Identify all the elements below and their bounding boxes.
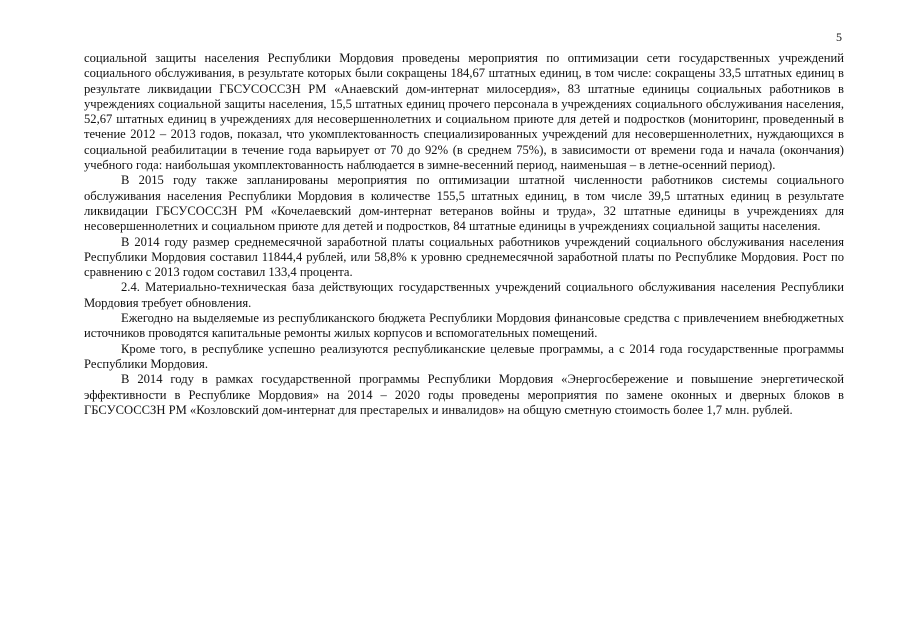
document-body (84, 51, 844, 418)
paragraph-staff-optimization-2015: В 2015 году также запланированы мероприятия по оптимизации штатной численности работников системы социального обслуживания населения Республики Мордовия в количестве 155,5 штатных единиц, в том числе 39,5 штатных единиц в результате ликвидации ГБСУСОССЗН РМ «Кочелаевский дом-интернат ветеранов войны и труда», 32 штатные единицы в учреждениях для несовершеннолетних и социальном приюте для детей и подростков, 84 штатные единицы в учреждениях социальной защиты населения. (84, 173, 844, 234)
paragraph-target-programs: Кроме того, в республике успешно реализуются республиканские целевые программы, а с 2014 года государственные программы Республики Мордовия. (84, 341, 844, 371)
paragraph-average-salary-2014: В 2014 году размер среднемесячной заработной платы социальных работников учреждений социального обслуживания населения Республики Мордовия составил 11844,4 рублей, или 58,8% к уровню среднемесячной заработной платы по Республике Мордовия. Рост по сравнению с 2013 годом составил 133,4 процента. (84, 234, 844, 280)
paragraph-energy-saving-program: В 2014 году в рамках государственной программы Республики Мордовия «Энергосбережение и повышение энергетической эффективности в Республике Мордовия» на 2014 – 2020 годы проведены мероприятия по замене оконных и дверных блоков в ГБСУСОССЗН РМ «Козловский дом-интернат для престарелых и инвалидов» на общую сметную стоимость более 1,7 млн. рублей. (84, 372, 844, 417)
paragraph-annual-repairs: Ежегодно на выделяемые из республиканского бюджета Республики Мордовия финансовые средства с привлечением внебюджетных источников проводятся капитальные ремонты жилых корпусов и вспомогательных помещений. (84, 311, 844, 341)
page-number: 5 (836, 30, 842, 44)
paragraph-continuation: социальной защиты населения Республики Мордовия проведены мероприятия по оптимизации сети государственных учреждений социального обслуживания, в результате которых были сокращены 184,67 штатных единиц, в том числе: сокращены 33,5 штатных единиц в результате ликвидации ГБСУСОССЗН РМ «Анаевский дом-интернат милосердия», 83 штатные единицы социальных работников в учреждениях социальной защиты населения, 15,5 штатных единиц прочего персонала в учреждениях социального обслуживания населения, 52,67 штатных единиц в учреждениях для несовершеннолетних и социальном приюте для детей и подростков (мониторинг, проведенный в течение 2012 – 2013 годов, показал, что укомплектованность специализированных учреждений для несовершеннолетних, нуждающихся в социальной реабилитации в течение года варьирует от 70 до 92% (в среднем 75%), в зависимости от времени года и начала (окончания) учебного года: наибольшая укомплектованность наблюдается в зимне-весенний период, наименьшая – в летне-осенний период). (84, 51, 844, 173)
paragraph-section-2-4: 2.4. Материально-техническая база действующих государственных учреждений социального обслуживания населения Республики Мордовия требует обновления. (84, 280, 844, 310)
